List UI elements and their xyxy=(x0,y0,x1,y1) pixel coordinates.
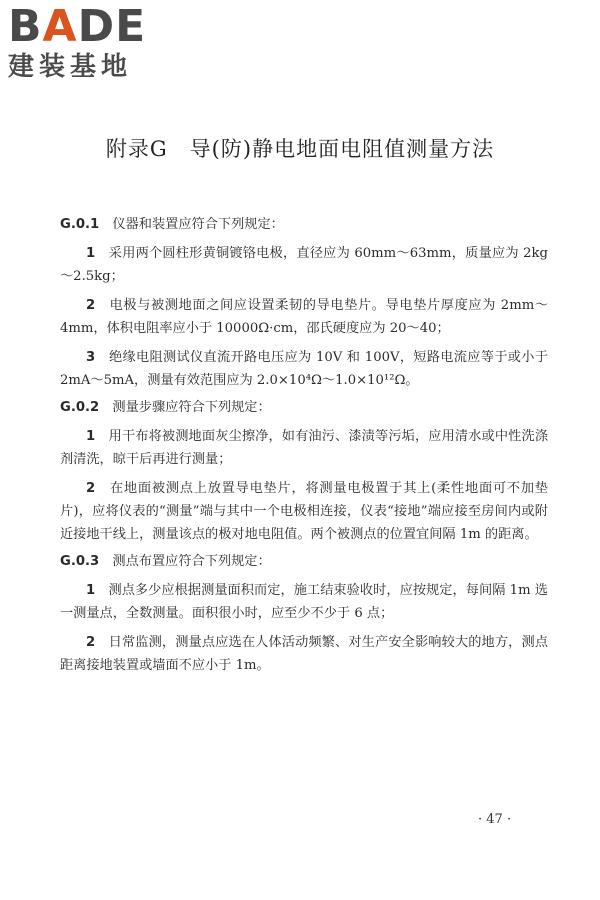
list-item: 2 日常监测，测量点应选在人体活动频繁、对生产安全影响较大的地方，测点距离接地装置或墙面不应小于 1m。 xyxy=(60,635,549,673)
page-number: · 47 · xyxy=(478,812,512,827)
list-item: 3 绝缘电阻测试仪直流开路电压应为 10V 和 100V，短路电流应等于或小于 2mA～5mA，测量有效范围应为 2.0×10⁴Ω～1.0×10¹²Ω。 xyxy=(60,350,548,388)
section-heading: G.0.3 测点布置应符合下列规定： xyxy=(60,554,271,569)
list-item: 1 用干布将被测地面灰尘擦净，如有油污、漆渍等污垢，应用清水或中性洗涤剂清洗，晾干后再进行测量； xyxy=(60,429,549,467)
document-body xyxy=(60,209,548,677)
logo-wordmark: BADE xyxy=(8,1,147,52)
list-item: 2 电极与被测地面之间应设置柔韧的导电垫片。导电垫片厚度应为 2mm～4mm，体积电阻率应小于 10000Ω·cm，邵氏硬度应为 20～40； xyxy=(60,298,549,336)
list-item: 2 在地面被测点上放置导电垫片，将测量电极置于其上(柔性地面可不加垫片)，应将仪表的“测量”端与其中一个电极相连接，仪表“接地”端应接至房间内或附近接地干线上，测量该点的极对地电阻值。两个被测点的位置宜间隔 1m 的距离。 xyxy=(60,481,548,542)
list-item: 1 测点多少应根据测量面积而定，施工结束验收时，应按规定，每间隔 1m 选一测量点，全数测量。面积很小时，应至少不少于 6 点； xyxy=(60,583,548,621)
logo-chinese: 建装基地 xyxy=(8,52,133,82)
section-heading: G.0.2 测量步骤应符合下列规定： xyxy=(60,400,271,415)
page-title: 附录G 导(防)静电地面电阻值测量方法 xyxy=(105,137,495,161)
list-item: 1 采用两个圆柱形黄铜镀铬电极，直径应为 60mm～63mm，质量应为 2kg～2.5kg； xyxy=(60,246,548,284)
bade-logo xyxy=(8,1,178,82)
section-heading: G.0.1 仪器和装置应符合下列规定： xyxy=(60,217,284,232)
